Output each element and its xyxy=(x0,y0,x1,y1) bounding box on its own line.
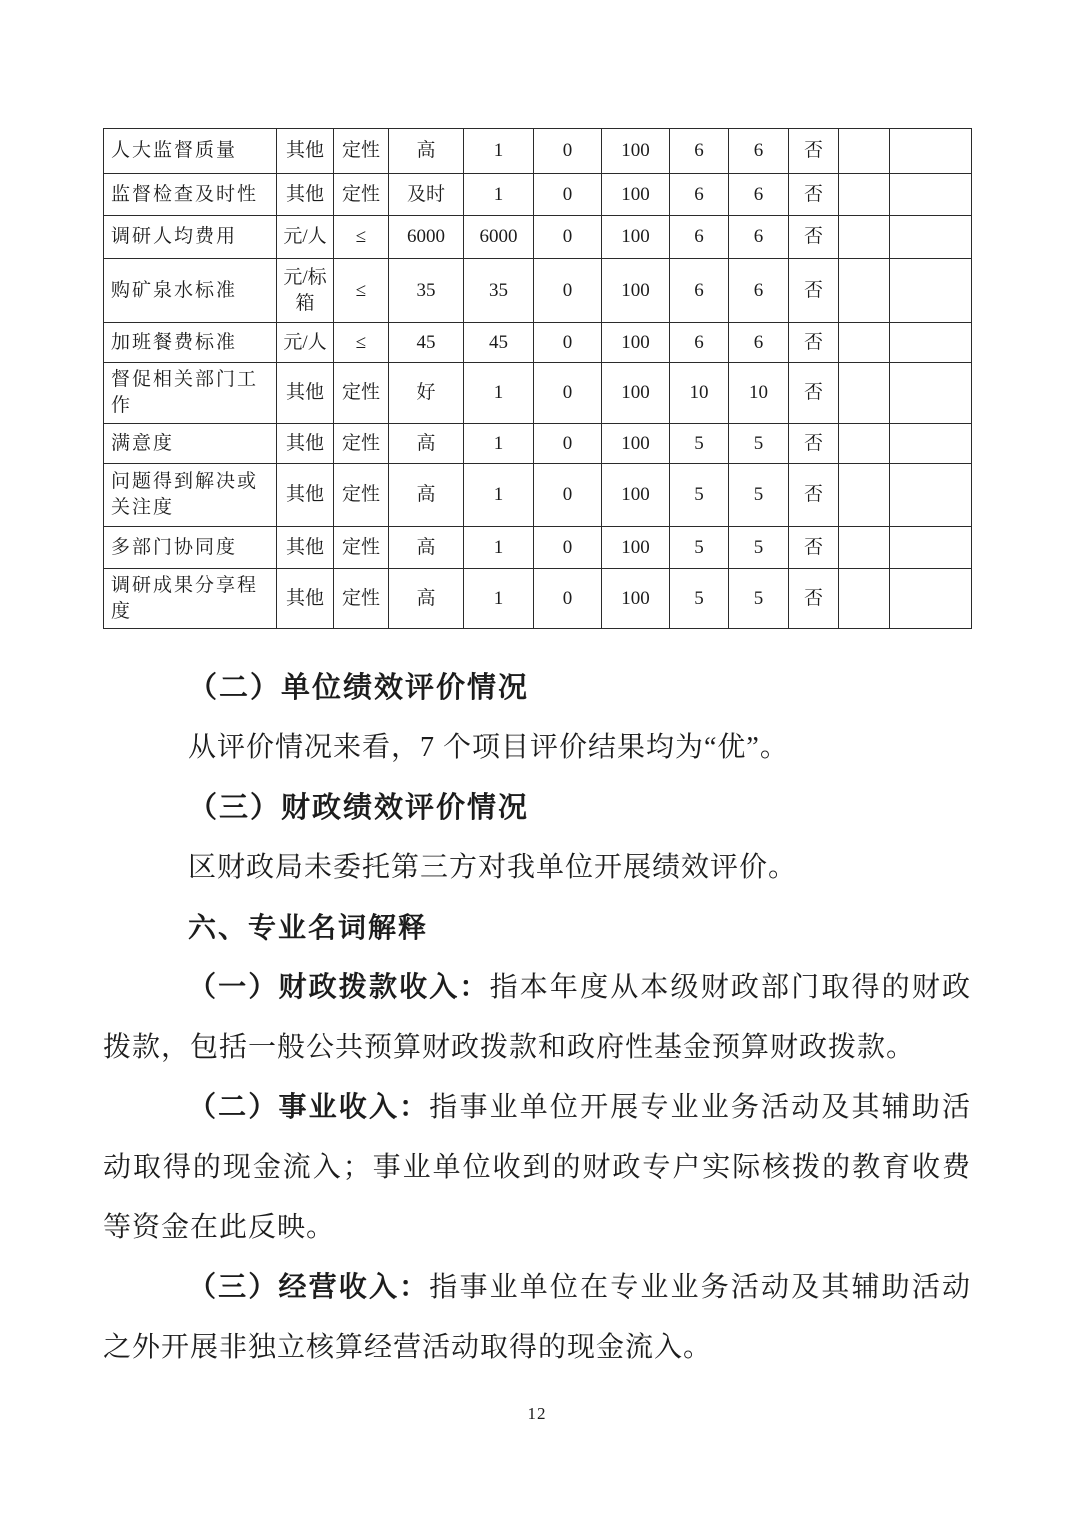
table-cell: 元/人 xyxy=(277,323,334,363)
table-cell: 6 xyxy=(729,216,789,259)
table-cell: 否 xyxy=(789,464,839,527)
table-cell: 35 xyxy=(464,259,534,323)
section-heading-glossary: 六、专业名词解释 xyxy=(188,912,429,943)
indicator-table-body xyxy=(104,129,972,629)
table-row xyxy=(104,216,972,259)
table-cell: 6 xyxy=(670,323,729,363)
table-cell: 100 xyxy=(602,216,670,259)
table-cell: 定性 xyxy=(334,174,389,216)
table-cell: 其他 xyxy=(277,363,334,424)
table-cell xyxy=(839,569,890,629)
table-cell: 元/人 xyxy=(277,216,334,259)
table-row xyxy=(104,129,972,174)
page-number: 12 xyxy=(527,1404,547,1423)
table-cell: 100 xyxy=(602,323,670,363)
table-cell: ≤ xyxy=(334,216,389,259)
definition-desc: 指事业单位开展专业业务活动及其辅助活动取得的现金流入；事业单位收到的财政专户实际核拨的教育收费等资金在此反映。 xyxy=(103,1092,971,1243)
table-cell: 其他 xyxy=(277,464,334,527)
table-cell: 6 xyxy=(670,129,729,174)
table-cell: 高 xyxy=(389,464,464,527)
indicator-name-cell: 购矿泉水标准 xyxy=(104,259,277,323)
table-cell: 高 xyxy=(389,424,464,464)
table-cell: 35 xyxy=(389,259,464,323)
table-cell: 高 xyxy=(389,129,464,174)
table-cell: 100 xyxy=(602,464,670,527)
table-cell: 0 xyxy=(534,174,602,216)
table-cell: 定性 xyxy=(334,363,389,424)
table-cell: 0 xyxy=(534,363,602,424)
table-cell: 5 xyxy=(729,464,789,527)
table-cell: 100 xyxy=(602,363,670,424)
table-cell: 0 xyxy=(534,259,602,323)
table-cell: 100 xyxy=(602,424,670,464)
table-cell xyxy=(839,129,890,174)
table-cell: 元/标箱 xyxy=(277,259,334,323)
table-cell: 6 xyxy=(729,259,789,323)
table-cell: 100 xyxy=(602,259,670,323)
table-cell xyxy=(839,174,890,216)
table-cell: 1 xyxy=(464,424,534,464)
table-cell: 6 xyxy=(729,174,789,216)
indicator-name-cell: 加班餐费标准 xyxy=(104,323,277,363)
table-cell: 1 xyxy=(464,129,534,174)
table-cell: 定性 xyxy=(334,129,389,174)
table-cell: 100 xyxy=(602,129,670,174)
table-cell: 0 xyxy=(534,464,602,527)
table-cell xyxy=(890,569,972,629)
table-cell xyxy=(839,323,890,363)
table-cell: 否 xyxy=(789,216,839,259)
table-row xyxy=(104,174,972,216)
table-cell: 45 xyxy=(464,323,534,363)
table-row xyxy=(104,569,972,629)
table-cell: 6 xyxy=(729,129,789,174)
table-cell: 定性 xyxy=(334,569,389,629)
definition-institution-income xyxy=(103,1078,971,1258)
table-cell: 其他 xyxy=(277,424,334,464)
table-cell xyxy=(839,363,890,424)
table-cell: 10 xyxy=(729,363,789,424)
table-cell: 1 xyxy=(464,174,534,216)
indicator-name-cell: 调研成果分享程度 xyxy=(104,569,277,629)
paragraph-unit-eval: 从评价情况来看，7 个项目评价结果均为“优”。 xyxy=(188,732,789,763)
table-cell xyxy=(839,464,890,527)
table-cell xyxy=(890,216,972,259)
table-cell: 否 xyxy=(789,569,839,629)
table-cell: 否 xyxy=(789,363,839,424)
table-cell: 否 xyxy=(789,424,839,464)
definition-term: （一）财政拨款收入： xyxy=(188,972,490,1003)
table-cell: 100 xyxy=(602,569,670,629)
indicator-name-cell: 人大监督质量 xyxy=(104,129,277,174)
table-row xyxy=(104,424,972,464)
table-cell: 否 xyxy=(789,323,839,363)
table-cell: 5 xyxy=(729,527,789,569)
indicator-name-cell: 多部门协同度 xyxy=(104,527,277,569)
table-cell: 其他 xyxy=(277,569,334,629)
table-cell: 好 xyxy=(389,363,464,424)
table-cell: 否 xyxy=(789,174,839,216)
table-cell: 6 xyxy=(670,174,729,216)
table-cell: 其他 xyxy=(277,129,334,174)
table-cell: 100 xyxy=(602,527,670,569)
table-cell xyxy=(890,259,972,323)
definition-term: （三）经营收入： xyxy=(188,1272,430,1303)
table-cell: 1 xyxy=(464,363,534,424)
table-cell: 6000 xyxy=(389,216,464,259)
table-cell: 0 xyxy=(534,569,602,629)
table-cell: 10 xyxy=(670,363,729,424)
section-heading-unit-eval: （二）单位绩效评价情况 xyxy=(188,672,530,704)
section-heading-fiscal-eval: （三）财政绩效评价情况 xyxy=(188,792,530,824)
table-cell xyxy=(890,323,972,363)
table-cell xyxy=(890,363,972,424)
table-cell: 否 xyxy=(789,129,839,174)
paragraph-fiscal-eval: 区财政局未委托第三方对我单位开展绩效评价。 xyxy=(188,852,798,883)
table-cell: 5 xyxy=(670,424,729,464)
definition-desc: 指本年度从本级财政部门取得的财政拨款，包括一般公共预算财政拨款和政府性基金预算财政拨款。 xyxy=(103,972,971,1063)
definition-term: （二）事业收入： xyxy=(188,1092,430,1123)
table-cell: 1 xyxy=(464,527,534,569)
table-cell: 5 xyxy=(670,527,729,569)
table-cell: 高 xyxy=(389,527,464,569)
table-cell xyxy=(890,174,972,216)
definition-operating-income xyxy=(103,1258,971,1378)
indicator-name-cell: 满意度 xyxy=(104,424,277,464)
indicator-name-cell: 监督检查及时性 xyxy=(104,174,277,216)
table-row xyxy=(104,259,972,323)
table-row xyxy=(104,363,972,424)
table-cell: 100 xyxy=(602,174,670,216)
table-cell: 5 xyxy=(729,424,789,464)
table-cell: 定性 xyxy=(334,527,389,569)
table-cell xyxy=(839,216,890,259)
indicator-name-cell: 督促相关部门工作 xyxy=(104,363,277,424)
table-cell: 6 xyxy=(670,259,729,323)
table-row xyxy=(104,527,972,569)
table-cell: 否 xyxy=(789,259,839,323)
document-body xyxy=(103,658,971,1378)
table-cell: 高 xyxy=(389,569,464,629)
table-row xyxy=(104,464,972,527)
indicator-name-cell: 调研人均费用 xyxy=(104,216,277,259)
table-row xyxy=(104,323,972,363)
table-cell xyxy=(890,424,972,464)
table-cell xyxy=(839,527,890,569)
indicator-table xyxy=(103,128,972,629)
table-cell xyxy=(890,464,972,527)
table-cell: 0 xyxy=(534,216,602,259)
table-cell: ≤ xyxy=(334,323,389,363)
table-cell xyxy=(839,259,890,323)
table-cell: 45 xyxy=(389,323,464,363)
table-cell xyxy=(839,424,890,464)
table-cell: 及时 xyxy=(389,174,464,216)
table-cell: 其他 xyxy=(277,527,334,569)
table-cell: 0 xyxy=(534,527,602,569)
table-cell: 其他 xyxy=(277,174,334,216)
table-cell: 否 xyxy=(789,527,839,569)
table-cell: 0 xyxy=(534,129,602,174)
table-cell xyxy=(890,129,972,174)
table-cell: 5 xyxy=(670,569,729,629)
indicator-name-cell: 问题得到解决或关注度 xyxy=(104,464,277,527)
table-cell: 定性 xyxy=(334,464,389,527)
table-cell: 5 xyxy=(670,464,729,527)
table-cell: 0 xyxy=(534,424,602,464)
table-cell: 1 xyxy=(464,569,534,629)
table-cell xyxy=(890,527,972,569)
table-cell: ≤ xyxy=(334,259,389,323)
definition-fiscal-appropriation-income xyxy=(103,958,971,1078)
table-cell: 6 xyxy=(729,323,789,363)
table-cell: 5 xyxy=(729,569,789,629)
table-cell: 0 xyxy=(534,323,602,363)
table-cell: 6000 xyxy=(464,216,534,259)
definition-desc: 指事业单位在专业业务活动及其辅助活动之外开展非独立核算经营活动取得的现金流入。 xyxy=(103,1272,971,1363)
table-cell: 定性 xyxy=(334,424,389,464)
table-cell: 6 xyxy=(670,216,729,259)
table-cell: 1 xyxy=(464,464,534,527)
